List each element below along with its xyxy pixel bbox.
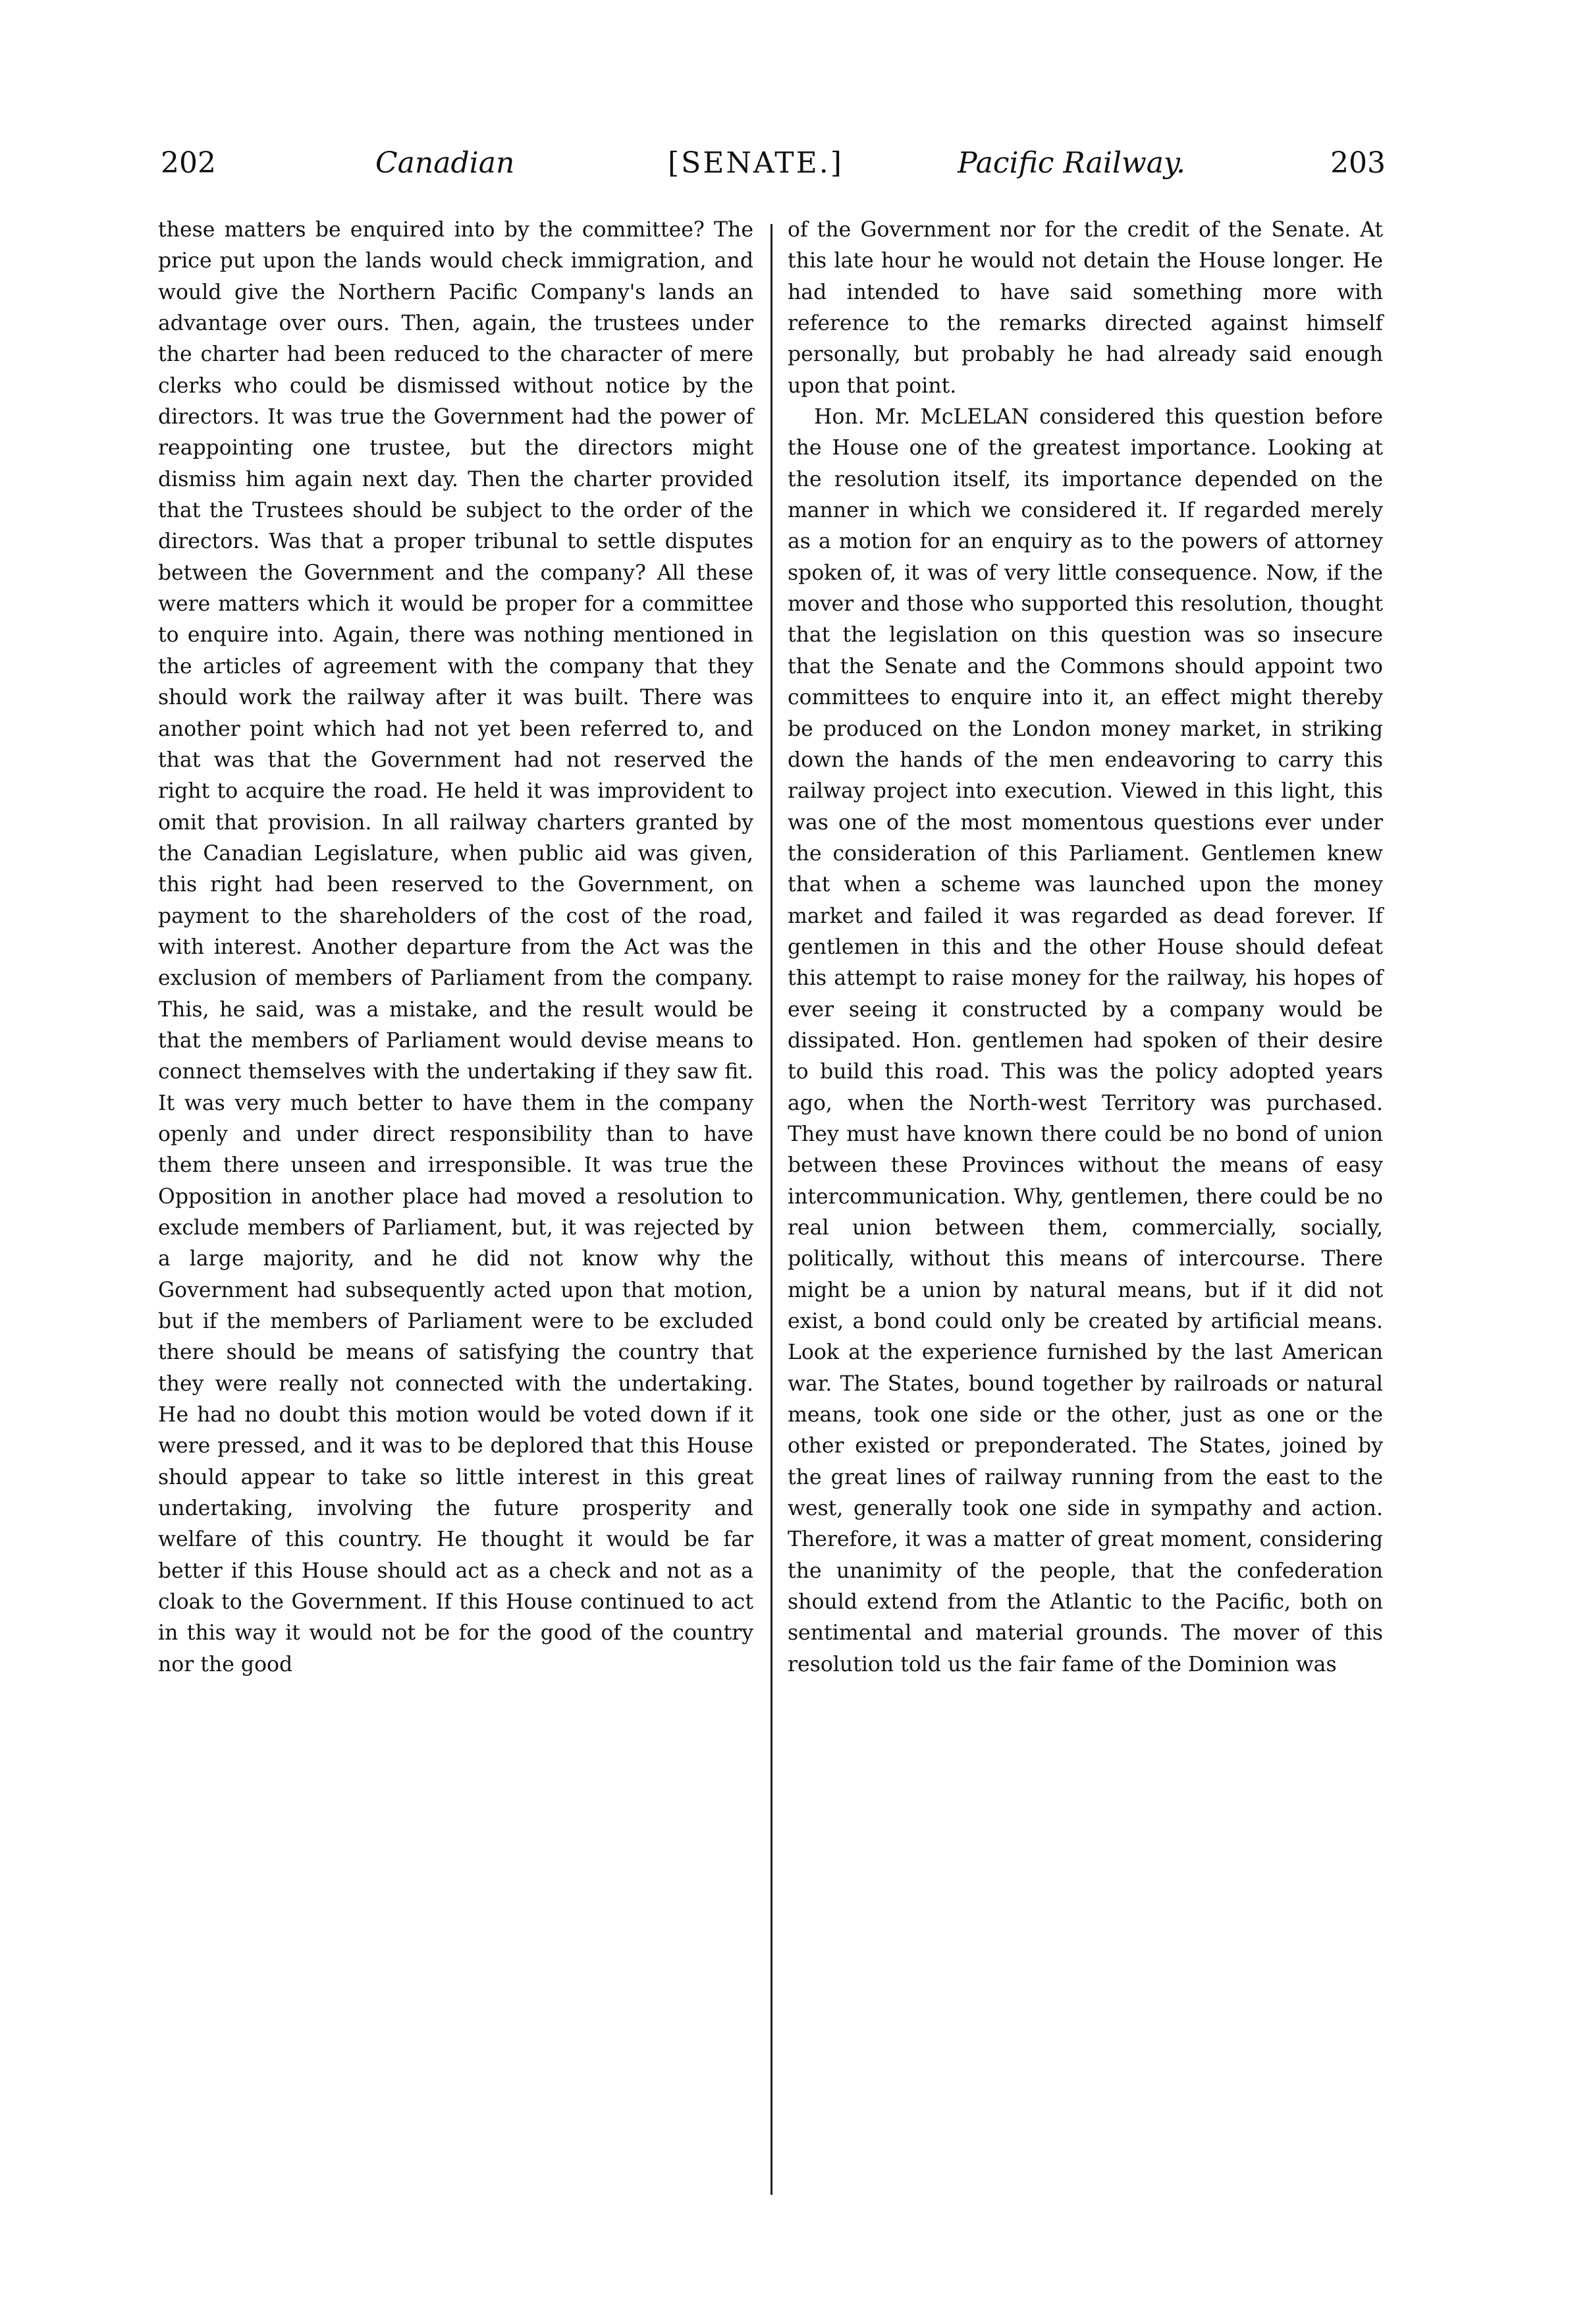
right-paragraph-1: of the Government nor for the credit of the Senate. At this late hour he would not detain the House longer. He had intended to have said something more with reference to the remarks directed against himself personally, but probably he had already said enough upon that point.: [788, 218, 1383, 398]
header-canadian: Canadian: [375, 146, 515, 180]
left-column: [158, 215, 753, 1680]
right-paragraph-2: Hon. Mr. McLELAN considered this question before the House one of the greatest importance. Looking at the resolution itself, its importance depended on the manner in which we considered it. If regarded merely as a motion for an enquiry as to the powers of attorney spoken of, it was of very little consequence. Now, if the mover and those who supported this resolution, thought that the legislation on this question was so insecure that the Senate and the Commons should appoint two committees to enquire into it, an effect might thereby be produced on the London money market, in striking down the hands of the men endeavoring to carry this railway project into execution. Viewed in this light, this was one of the most momentous questions ever under the consideration of this Parliament. Gentlemen knew that when a scheme was launched upon the money market and failed it was regarded as dead forever. If gentlemen in this and the other House should defeat this attempt to raise money for the railway, his hopes of ever seeing it constructed by a company would be dissipated. Hon. gentlemen had spoken of their desire to build this road. This was the policy adopted years ago, when the North-west Territory was purchased. They must have known there could be no bond of union between these Provinces without the means of easy intercommunication. Why, gentlemen, there could be no real union between them, commercially, socially, politically, without this means of intercourse. There might be a union by natural means, but if it did not exist, a bond could only be created by artificial means. Look at the experience furnished by the last American war. The States, bound together by railroads or natural means, took one side or the other, just as one or the other existed or preponderated. The States, joined by the great lines of railway running from the east to the west, generally took one side in sympathy and action. Therefore, it was a matter of great moment, considering the unanimity of the people, that the confederation should extend from the Atlantic to the Pacific, both on sentimental and material grounds. The mover of this resolution told us the fair fame of the Dominion was: [788, 405, 1383, 1676]
page-number-right: 203: [1330, 146, 1386, 180]
left-paragraph-1: these matters be enquired into by the committee? The price put upon the lands would check immigration, and would give the Northern Pacific Company's lands an advantage over ours. Then, again, the trustees under the charter had been reduced to the character of mere clerks who could be dismissed without notice by the directors. It was true the Government had the power of reappointing one trustee, but the directors might dismiss him again next day. Then the charter provided that the Trustees should be subject to the order of the directors. Was that a proper tribunal to settle disputes between the Government and the company? All these were matters which it would be proper for a committee to enquire into. Again, there was nothing mentioned in the articles of agreement with the company that they should work the railway after it was built. There was another point which had not yet been referred to, and that was that the Government had not reserved the right to acquire the road. He held it was improvident to omit that provision. In all railway charters granted by the Canadian Legislature, when public aid was given, this right had been reserved to the Government, on payment to the shareholders of the cost of the road, with interest. Another departure from the Act was the exclusion of members of Parliament from the company. This, he said, was a mistake, and the result would be that the members of Parliament would devise means to connect themselves with the undertaking if they saw fit. It was very much better to have them in the company openly and under direct responsibility than to have them there unseen and irresponsible. It was true the Opposition in another place had moved a resolution to exclude members of Parliament, but, it was rejected by a large majority, and he did not know why the Government had subsequently acted upon that motion, but if the members of Parliament were to be excluded there should be means of satisfying the country that they were really not connected with the undertaking. He had no doubt this motion would be voted down if it were pressed, and it was to be deplored that this House should appear to take so little interest in this great undertaking, involving the future prosperity and welfare of this country. He thought it would be far better if this House should act as a check and not as a cloak to the Government. If this House continued to act in this way it would not be for the good of the country nor the good: [158, 218, 753, 1676]
header-senate: [SENATE.]: [668, 146, 844, 180]
running-header: [161, 144, 1386, 190]
column-divider: [771, 224, 772, 2195]
header-pacific-railway: Pacific Railway.: [958, 146, 1185, 180]
page-number-left: 202: [161, 146, 216, 180]
right-column: [788, 215, 1383, 1680]
